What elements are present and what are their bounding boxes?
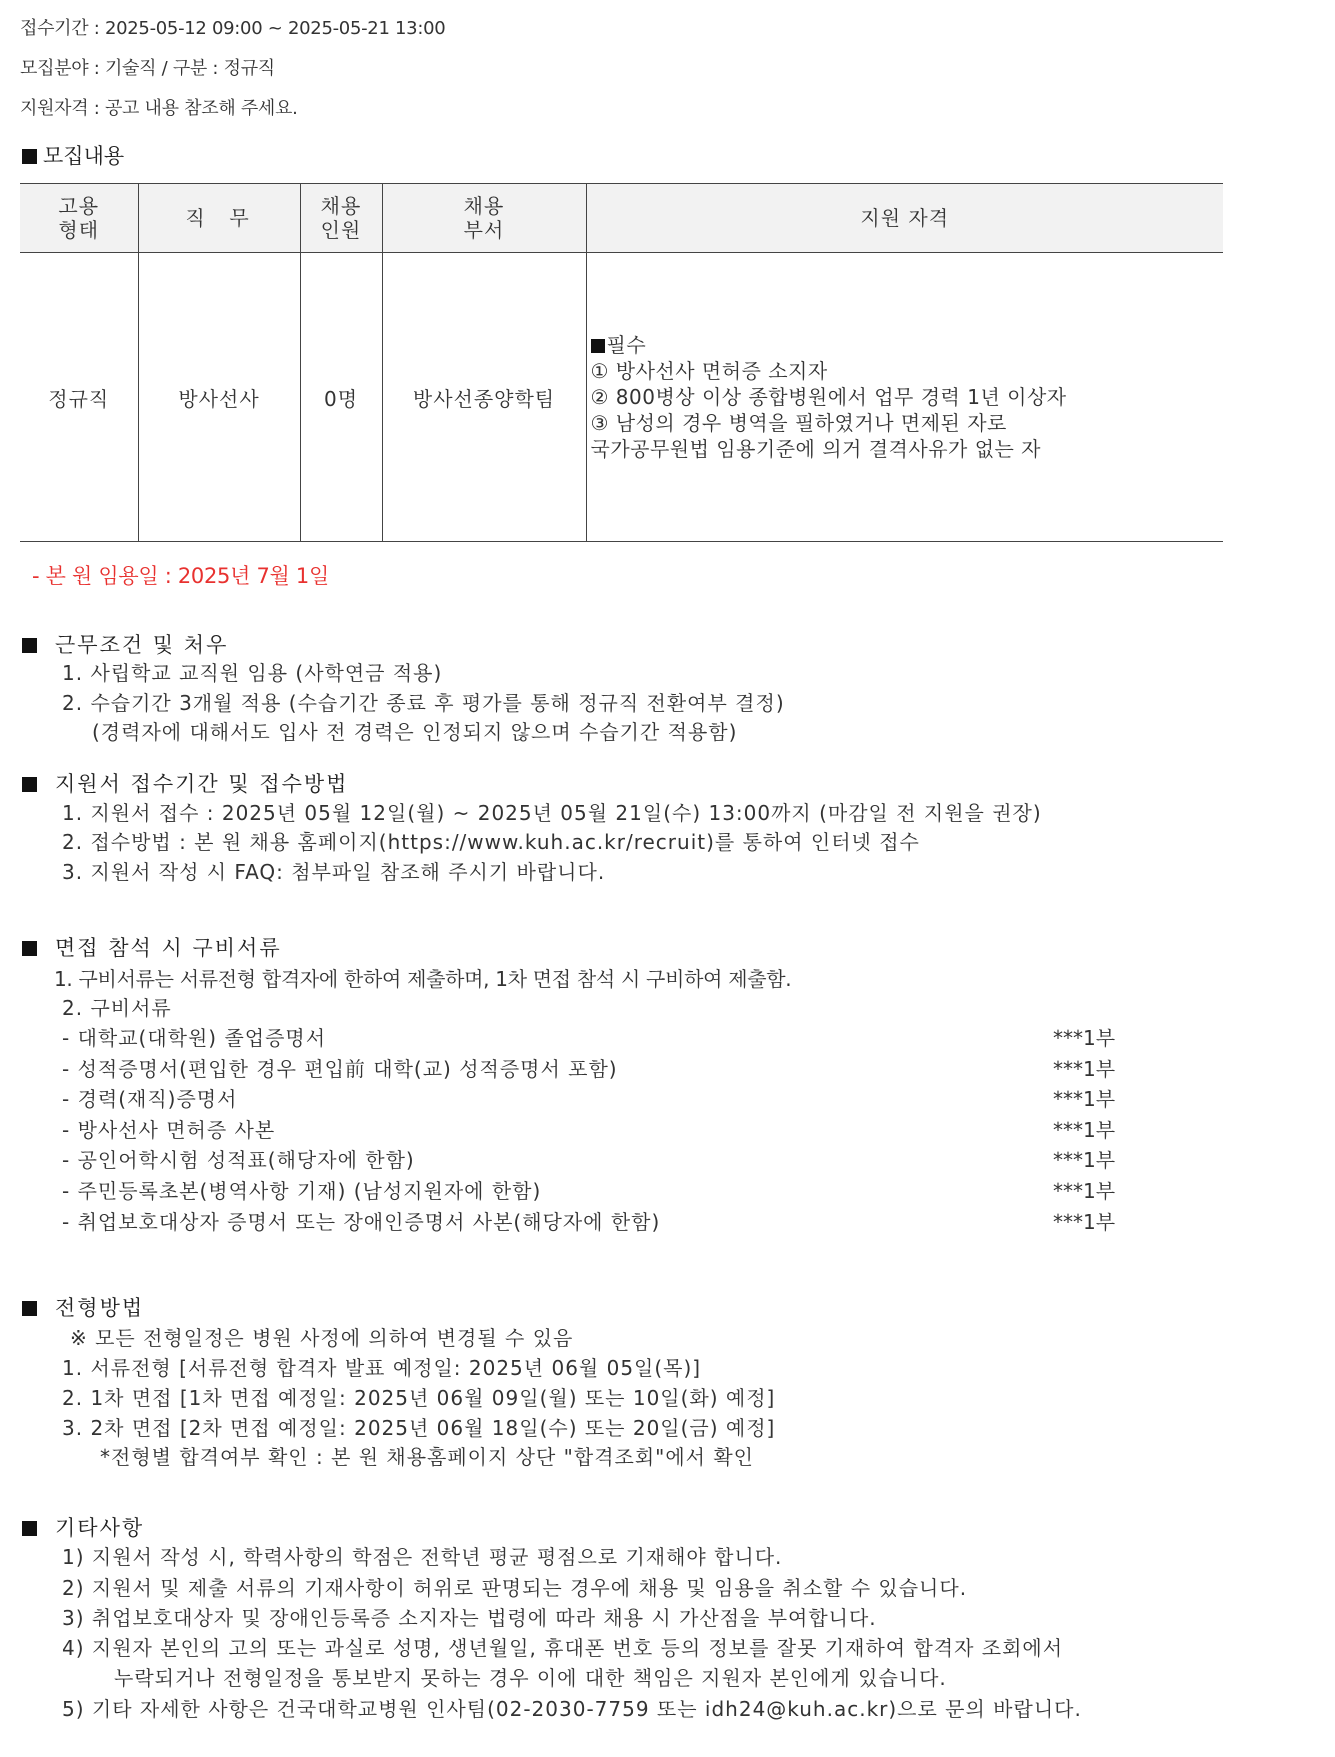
etc-line: 3) 취업보호대상자 및 장애인등록증 소지자는 법령에 따라 채용 시 가산점을 부여합니다. bbox=[62, 1606, 877, 1630]
header-headcount: 채용 인원 bbox=[300, 184, 382, 253]
document-item: - 성적증명서(편입한 경우 편입前 대학(교) 성적증명서 포함) bbox=[62, 1057, 618, 1081]
cell-duty: 방사선사 bbox=[138, 253, 300, 542]
etc-heading: 기타사항 bbox=[22, 1512, 144, 1542]
square-bullet-icon bbox=[22, 638, 37, 653]
document-copies: ***1부 bbox=[1053, 1057, 1116, 1081]
etc-line: 2) 지원서 및 제출 서류의 기재사항이 허위로 판명되는 경우에 채용 및 임용을 취소할 수 있습니다. bbox=[62, 1576, 968, 1600]
selection-line: *전형별 합격여부 확인 : 본 원 채용홈페이지 상단 "합격조회"에서 확인 bbox=[100, 1445, 754, 1469]
conditions-heading: 근무조건 및 처우 bbox=[22, 629, 228, 659]
selection-line: 2. 1차 면접 [1차 면접 예정일: 2025년 06월 09일(월) 또는 10일(화) 예정] bbox=[62, 1386, 776, 1410]
document-copies: ***1부 bbox=[1053, 1026, 1116, 1050]
etc-line: 5) 기타 자세한 사항은 건국대학교병원 인사팀(02-2030-7759 또는 idh24@kuh.ac.kr)으로 문의 바랍니다. bbox=[62, 1697, 1082, 1721]
qualification-line: 국가공무원법 임용기준에 의거 결격사유가 없는 자 bbox=[590, 437, 1042, 461]
square-bullet-icon bbox=[22, 149, 37, 164]
recruit-heading: 모집내용 bbox=[22, 140, 124, 170]
cell-headcount: 0명 bbox=[300, 253, 382, 542]
selection-line: 3. 2차 면접 [2차 면접 예정일: 2025년 06월 18일(수) 또는 20일(금) 예정] bbox=[62, 1416, 776, 1440]
header-department: 채용 부서 bbox=[382, 184, 586, 253]
document-item: - 대학교(대학원) 졸업증명서 bbox=[62, 1026, 327, 1050]
documents-subheading: 2. 구비서류 bbox=[62, 996, 172, 1020]
qualification-title: 필수 bbox=[591, 332, 1224, 358]
application-line: 1. 지원서 접수 : 2025년 05월 12일(월) ~ 2025년 05월 21일(수) 13:00까지 (마감일 전 지원을 권장) bbox=[62, 801, 1042, 825]
qualification-line: ① 방사선사 면허증 소지자 bbox=[590, 359, 828, 383]
application-period: 접수기간 : 2025-05-12 09:00 ~ 2025-05-21 13:00 bbox=[20, 18, 446, 39]
document-copies: ***1부 bbox=[1053, 1179, 1116, 1203]
header-duty: 직 무 bbox=[138, 184, 300, 253]
document-item: - 취업보호대상자 증명서 또는 장애인증명서 사본(해당자에 한함) bbox=[62, 1210, 661, 1234]
table-header-row bbox=[20, 184, 1223, 253]
documents-note: 1. 구비서류는 서류전형 합격자에 한하여 제출하며, 1차 면접 참석 시 구비하여 제출함. bbox=[54, 967, 792, 991]
document-copies: ***1부 bbox=[1053, 1087, 1116, 1111]
etc-line: 1) 지원서 작성 시, 학력사항의 학점은 전학년 평균 평점으로 기재해야 합니다. bbox=[62, 1545, 783, 1569]
cell-employment-type: 정규직 bbox=[20, 253, 138, 542]
qualification-line: ③ 남성의 경우 병역을 필하였거나 면제된 자로 bbox=[590, 411, 1007, 435]
document-item: - 주민등록초본(병역사항 기재) (남성지원자에 한함) bbox=[62, 1179, 542, 1203]
table-row bbox=[20, 253, 1223, 542]
square-bullet-icon bbox=[22, 1301, 37, 1316]
document-copies: ***1부 bbox=[1053, 1148, 1116, 1172]
document-copies: ***1부 bbox=[1053, 1118, 1116, 1142]
header-employment-type: 고용 형태 bbox=[20, 184, 138, 253]
recruit-table bbox=[20, 183, 1223, 542]
selection-heading: 전형방법 bbox=[22, 1292, 144, 1322]
appointment-date-notice: - 본 원 임용일 : 2025년 7월 1일 bbox=[32, 564, 329, 588]
document-copies: ***1부 bbox=[1053, 1210, 1116, 1234]
conditions-line: (경력자에 대해서도 입사 전 경력은 인정되지 않으며 수습기간 적용함) bbox=[92, 720, 738, 744]
header-qualification: 지원 자격 bbox=[586, 184, 1223, 253]
application-line: 2. 접수방법 : 본 원 채용 홈페이지(https://www.kuh.ac.kr/recruit)를 통하여 인터넷 접수 bbox=[62, 830, 920, 854]
application-heading: 지원서 접수기간 및 접수방법 bbox=[22, 768, 348, 798]
square-bullet-icon bbox=[22, 941, 37, 956]
document-item: - 경력(재직)증명서 bbox=[62, 1087, 238, 1111]
square-bullet-icon bbox=[22, 1521, 37, 1536]
conditions-line: 2. 수습기간 3개월 적용 (수습기간 종료 후 평가를 통해 정규직 전환여부 결정) bbox=[62, 691, 785, 715]
qualification-line: ② 800병상 이상 종합병원에서 업무 경력 1년 이상자 bbox=[590, 385, 1067, 409]
selection-line: 1. 서류전형 [서류전형 합격자 발표 예정일: 2025년 06월 05일(목)] bbox=[62, 1356, 702, 1380]
cell-department: 방사선종양학팀 bbox=[382, 253, 586, 542]
conditions-line: 1. 사립학교 교직원 임용 (사학연금 적용) bbox=[62, 661, 443, 685]
application-line: 3. 지원서 작성 시 FAQ: 첨부파일 참조해 주시기 바랍니다. bbox=[62, 860, 606, 884]
selection-line: ※ 모든 전형일정은 병원 사정에 의하여 변경될 수 있음 bbox=[70, 1326, 574, 1350]
document-item: - 공인어학시험 성적표(해당자에 한함) bbox=[62, 1148, 415, 1172]
document-item: - 방사선사 면허증 사본 bbox=[62, 1118, 276, 1142]
documents-heading: 면접 참석 시 구비서류 bbox=[22, 932, 282, 962]
square-bullet-icon bbox=[22, 777, 37, 792]
etc-line: 누락되거나 전형일정을 통보받지 못하는 경우 이에 대한 책임은 지원자 본인에게 있습니다. bbox=[114, 1666, 947, 1690]
etc-line: 4) 지원자 본인의 고의 또는 과실로 성명, 생년월일, 휴대폰 번호 등의 정보를 잘못 기재하여 합격자 조회에서 bbox=[62, 1636, 1064, 1660]
recruit-field: 모집분야 : 기술직 / 구분 : 정규직 bbox=[20, 58, 275, 79]
qualification-summary: 지원자격 : 공고 내용 참조해 주세요. bbox=[20, 98, 298, 119]
square-bullet-icon bbox=[591, 339, 605, 353]
cell-qualification bbox=[586, 253, 1223, 542]
